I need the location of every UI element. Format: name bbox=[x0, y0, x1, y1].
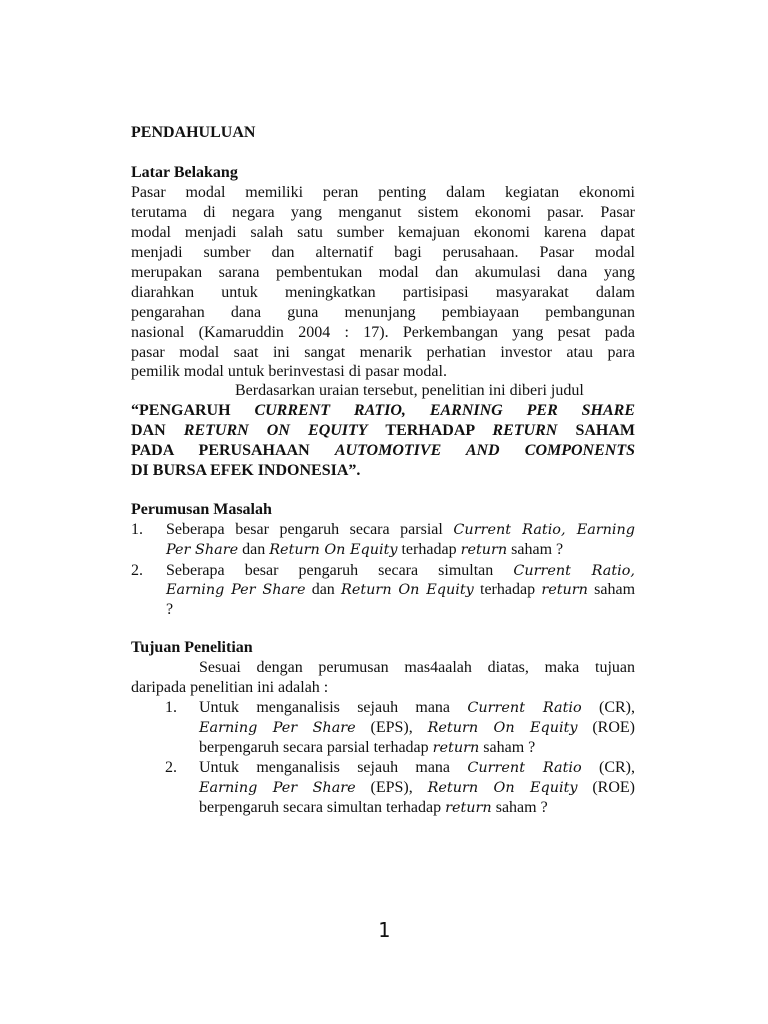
title-text-italic: CURRENT RATIO, EARNING PER SHARE bbox=[254, 402, 635, 419]
text-italic: return bbox=[445, 800, 492, 816]
title-text-italic: RETURN bbox=[492, 422, 558, 439]
text: dan bbox=[305, 581, 342, 598]
title-text-italic: RETURN ON EQUITY bbox=[183, 422, 368, 439]
paragraph-line: Pasar modal memiliki peran penting dalam kegiatan ekonomi bbox=[131, 184, 635, 201]
text: (ROE) bbox=[577, 779, 636, 796]
text-italic: Current Ratio, Earning bbox=[453, 522, 636, 538]
research-title-line bbox=[131, 401, 635, 421]
text: (CR), bbox=[581, 699, 636, 716]
text: saham ? bbox=[479, 739, 536, 756]
title-text: DAN bbox=[131, 422, 184, 439]
text: terhadap bbox=[397, 541, 461, 558]
title-text: PADA PERUSAHAAN bbox=[131, 442, 335, 459]
title-text: SAHAM bbox=[557, 422, 635, 439]
text: (CR), bbox=[581, 759, 636, 776]
paragraph-line: pemilik modal untuk berinvestasi di pasar modal. bbox=[131, 363, 447, 380]
paragraph-line: diarahkan untuk meningkatkan partisipasi masyarakat dalam bbox=[131, 284, 635, 301]
paragraph-line: terutama di negara yang menganut sistem ekonomi pasar. Pasar bbox=[131, 204, 635, 221]
title-text-italic: AUTOMOTIVE AND COMPONENTS bbox=[334, 442, 636, 459]
list-item-line bbox=[166, 540, 635, 560]
text: terhadap bbox=[473, 581, 542, 598]
list-item-line bbox=[166, 561, 635, 581]
list-item-line bbox=[199, 798, 635, 818]
paragraph-line: modal menjadi salah satu sumber kemajuan ekonomi karena dapat bbox=[131, 224, 635, 241]
text-italic: return bbox=[460, 542, 508, 558]
text-italic: Current Ratio, bbox=[513, 563, 635, 579]
text: (EPS), bbox=[355, 779, 428, 796]
text-italic: Return On Equity bbox=[427, 780, 578, 796]
text: saham ? bbox=[491, 799, 548, 816]
paragraph-line: Berdasarkan uraian tersebut, penelitian ini diberi judul bbox=[235, 382, 584, 399]
text-italic: Earning Per Share bbox=[199, 780, 356, 796]
paragraph-line: menjadi sumber dan alternatif bagi perusahaan. Pasar modal bbox=[131, 244, 635, 261]
text: Untuk menganalisis sejauh mana bbox=[199, 759, 468, 776]
text: Seberapa besar pengaruh secara simultan bbox=[166, 562, 514, 579]
text: saham ? bbox=[507, 541, 564, 558]
paragraph-line: daripada penelitian ini adalah : bbox=[131, 679, 329, 696]
text-italic: return bbox=[541, 582, 588, 598]
text-italic: Current Ratio bbox=[467, 760, 582, 776]
text: Seberapa besar pengaruh secara parsial bbox=[166, 521, 454, 538]
list-item-line bbox=[199, 778, 635, 798]
paragraph-line: nasional (Kamaruddin 2004 : 17). Perkembangan yang pesat pada bbox=[131, 324, 635, 341]
list-number: 2. bbox=[131, 562, 143, 579]
research-title-line bbox=[131, 421, 635, 441]
title-text: TERHADAP bbox=[367, 422, 493, 439]
text-italic: return bbox=[432, 740, 480, 756]
section-heading-latar-belakang: Latar Belakang bbox=[131, 164, 238, 181]
text-italic: Per Share bbox=[166, 542, 239, 558]
list-item-line: ? bbox=[166, 601, 174, 618]
research-title-line: DI BURSA EFEK INDONESIA”. bbox=[131, 462, 361, 479]
paragraph-line: Sesuai dengan perumusan mas4aalah diatas, maka tujuan bbox=[199, 659, 635, 676]
paragraph-line: merupakan sarana pembentukan modal dan akumulasi dana yang bbox=[131, 264, 635, 281]
list-item-line bbox=[166, 520, 635, 540]
text-italic: Return On Equity bbox=[269, 542, 398, 558]
list-item-line bbox=[199, 758, 635, 778]
title-text: “PENGARUH bbox=[131, 402, 255, 419]
list-number: 2. bbox=[165, 759, 177, 776]
text: dan bbox=[238, 541, 270, 558]
text-italic: Current Ratio bbox=[467, 700, 582, 716]
page-number: 1 bbox=[377, 918, 391, 942]
list-item-line bbox=[166, 580, 635, 600]
section-heading-tujuan-penelitian: Tujuan Penelitian bbox=[131, 639, 253, 656]
page-title: PENDAHULUAN bbox=[131, 124, 256, 141]
text: berpengaruh secara parsial terhadap bbox=[199, 739, 433, 756]
list-item-line bbox=[199, 738, 635, 758]
research-title-line bbox=[131, 441, 635, 461]
text-italic: Earning Per Share bbox=[166, 582, 306, 598]
list-number: 1. bbox=[131, 521, 143, 538]
section-heading-perumusan-masalah: Perumusan Masalah bbox=[131, 501, 272, 518]
text: berpengaruh secara simultan terhadap bbox=[199, 799, 446, 816]
text: (EPS), bbox=[355, 719, 428, 736]
paragraph-line: pengarahan dana guna menunjang pembiayaan pembangunan bbox=[131, 304, 635, 321]
text-italic: Return On Equity bbox=[427, 720, 578, 736]
text: saham bbox=[587, 581, 636, 598]
list-number: 1. bbox=[165, 699, 177, 716]
text: Untuk menganalisis sejauh mana bbox=[199, 699, 468, 716]
text: (ROE) bbox=[577, 719, 636, 736]
text-italic: Return On Equity bbox=[341, 582, 474, 598]
text-italic: Earning Per Share bbox=[199, 720, 356, 736]
paragraph-line: pasar modal saat ini sangat menarik perhatian investor atau para bbox=[131, 344, 635, 361]
list-item-line bbox=[199, 698, 635, 718]
list-item-line bbox=[199, 718, 635, 738]
